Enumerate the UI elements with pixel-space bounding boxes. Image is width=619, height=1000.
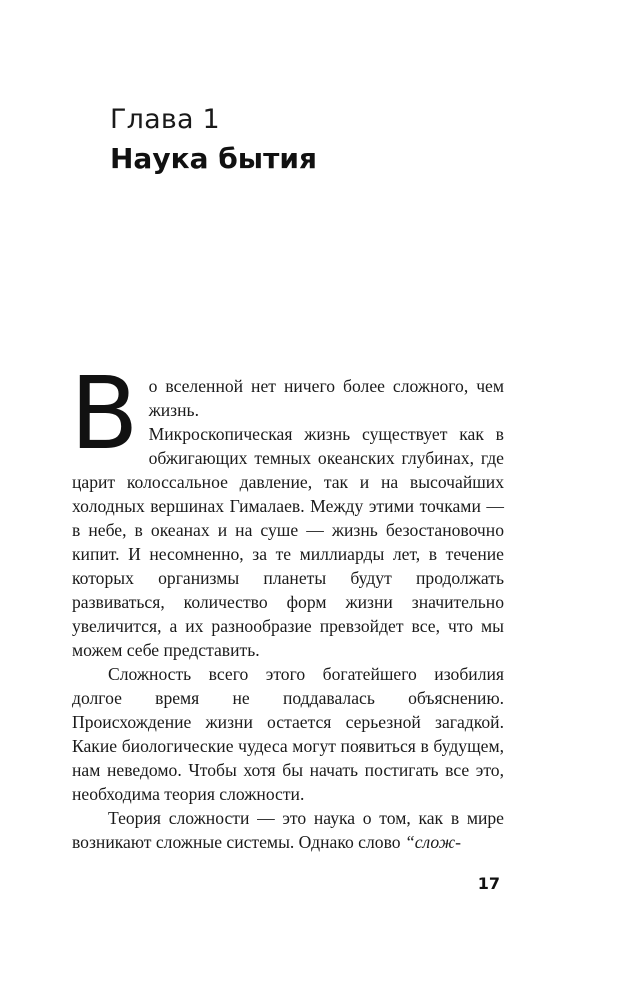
paragraph xyxy=(72,662,504,806)
paragraph-text: Сложность всего этого богатейшего изобилия долгое время не поддавалась объяснению. Происхождение жизни остается серьезной загадкой. Какие биологические чудеса могут появиться в будущем, нам неведомо. Чтобы хотя бы начать постигать все это, необходима теория сложности. xyxy=(72,664,504,804)
chapter-label: Глава 1 xyxy=(110,104,220,135)
drop-cap: В xyxy=(70,355,139,472)
paragraph-italic-text: “слож- xyxy=(404,832,462,852)
paragraph xyxy=(70,355,504,472)
page-number: 17 xyxy=(477,874,500,893)
body-text xyxy=(70,355,504,854)
paragraph xyxy=(72,806,504,854)
paragraph-text: Микроскопическая жизнь существует как в обжигающих темных океанских глубинах, где царит колоссальное давление, так и на высочайших холодных вершинах Гималаев. Между этими точками — в небе, в океанах и на суше — жизнь безостановочно кипит. И несомненно, за те миллиарды лет, в течение которых организмы планеты будут продолжать развиваться, количество форм жизни значительно увеличится, а их разнообразие превзойдет все, что мы можем себе представить. xyxy=(72,424,504,660)
chapter-title: Наука бытия xyxy=(110,142,317,175)
paragraph-text: о вселенной нет ничего более сложного, чем жизнь. xyxy=(148,376,504,420)
paragraph-text: Теория сложности — это наука о том, как в мире возникают сложные системы. Однако слово xyxy=(72,808,504,852)
